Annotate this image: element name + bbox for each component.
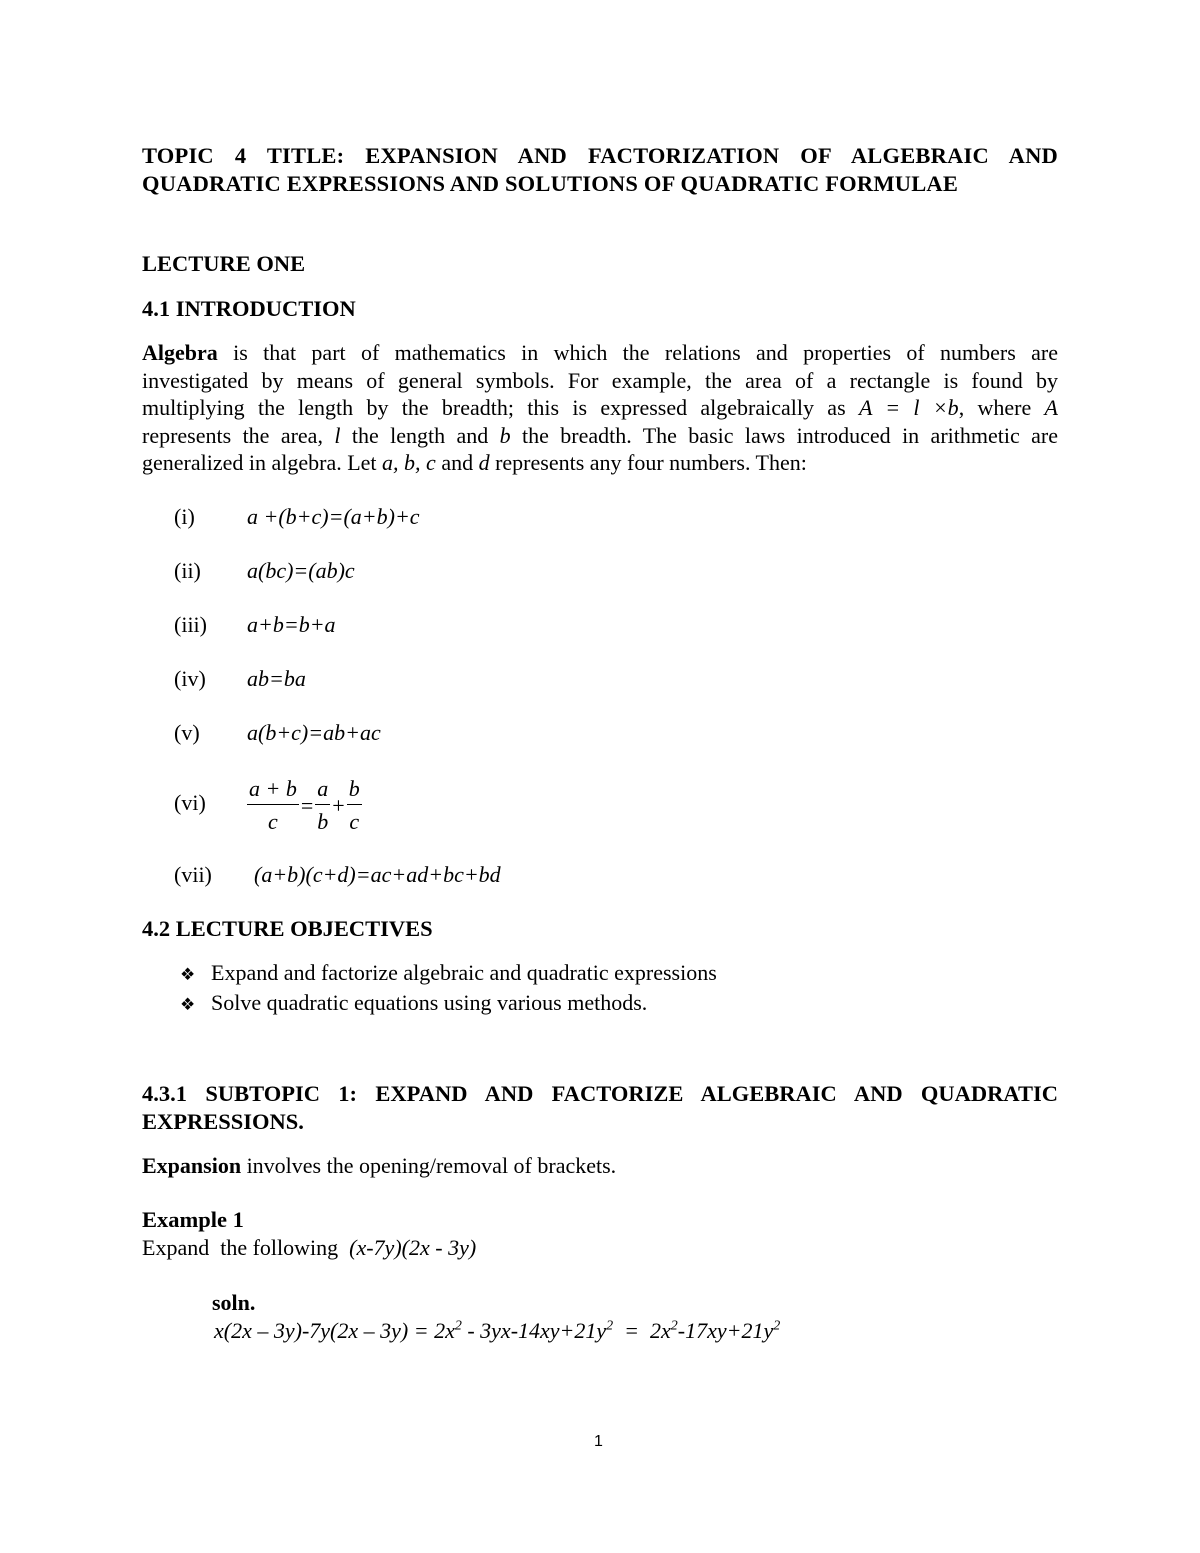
example-heading: Example 1 (142, 1207, 244, 1232)
exponent: 2 (670, 1318, 678, 1334)
expansion-text: involves the opening/removal of brackets. (241, 1153, 617, 1178)
equals-sign: = (300, 792, 314, 818)
subtopic-line-2: EXPRESSIONS. (142, 1109, 304, 1134)
law-expression: a+b=b+a (247, 612, 336, 637)
length-var: l (334, 422, 341, 448)
fraction-law (247, 776, 362, 835)
law-number: (vii) (174, 862, 212, 887)
area-formula: A = l ×b (858, 395, 959, 420)
intro-line-4-end: the breadth. The basic laws introduced in arithmetic are (510, 422, 1058, 448)
algebra-term: Algebra (142, 340, 218, 365)
solution-part: = 2x (613, 1318, 671, 1343)
subtopic-heading (142, 1080, 1058, 1136)
fraction-left (247, 776, 299, 835)
example-prompt (142, 1235, 476, 1261)
intro-line-4-mid: the length and (340, 422, 500, 448)
law-number: (iii) (174, 612, 207, 637)
subtopic-line-1: 4.3.1 SUBTOPIC 1: EXPAND AND FACTORIZE ALGEBRAIC AND QUADRATIC (142, 1081, 1058, 1106)
exponent: 2 (606, 1318, 614, 1334)
lecture-heading: LECTURE ONE (142, 251, 306, 276)
diamond-bullet-icon: ❖ (180, 995, 196, 1014)
solution-part: x(2x – 3y)-7y(2x – 3y) = 2x (214, 1318, 455, 1343)
intro-line-4 (142, 422, 1058, 450)
objective-text: Solve quadratic equations using various methods. (211, 990, 648, 1015)
law-number: (i) (174, 504, 195, 529)
intro-line-3 (142, 394, 1058, 422)
expansion-definition (142, 1153, 616, 1179)
law-expression: a(b+c)=ab+ac (247, 720, 381, 745)
intro-line-5-end: represents any four numbers. Then: (489, 450, 807, 475)
expansion-term: Expansion (142, 1153, 242, 1178)
intro-line-5-and: and (435, 450, 479, 475)
solution-part: -17xy+21y (677, 1318, 774, 1343)
example-prompt-text: Expand the following (142, 1235, 350, 1260)
law-expression: (a+b)(c+d)=ac+ad+bc+bd (254, 862, 501, 887)
vars-abc: a, b, c (382, 450, 436, 475)
area-var: A (1044, 395, 1058, 420)
intro-line-5-text: generalized in algebra. Let (142, 450, 383, 475)
var-d: d (478, 450, 490, 475)
list-item (180, 960, 717, 986)
title-line-2: QUADRATIC EXPRESSIONS AND SOLUTIONS OF QUADRATIC FORMULAE (142, 171, 959, 196)
intro-line-1-text: is that part of mathematics in which the relations and properties of numbers are (217, 340, 1058, 365)
list-item (180, 990, 647, 1016)
fraction-middle-denominator: b (317, 809, 329, 834)
objectives-heading: 4.2 LECTURE OBJECTIVES (142, 916, 433, 941)
law-number: (vi) (174, 790, 206, 815)
law-expression: a(bc)=(ab)c (247, 558, 355, 583)
law-expression: ab=ba (247, 666, 306, 691)
exponent: 2 (773, 1318, 781, 1334)
solution-label: soln. (212, 1290, 256, 1315)
example-expression: (x-7y)(2x - 3y) (349, 1235, 477, 1260)
intro-heading: 4.1 INTRODUCTION (142, 296, 356, 321)
law-number: (ii) (174, 558, 201, 583)
law-number: (iv) (174, 666, 206, 691)
breadth-var: b (499, 422, 511, 448)
exponent: 2 (454, 1318, 462, 1334)
law-number: (v) (174, 720, 200, 745)
diamond-bullet-icon: ❖ (180, 965, 196, 984)
fraction-right-denominator: c (349, 809, 360, 834)
intro-line-3-text: multiplying the length by the breadth; this is expressed algebraically as (142, 395, 859, 420)
law-expression: a +(b+c)=(a+b)+c (247, 504, 420, 529)
intro-line-5 (142, 449, 1058, 477)
intro-line-2: investigated by means of general symbols. For example, the area of a rectangle is found by (142, 367, 1058, 393)
objective-text: Expand and factorize algebraic and quadratic expressions (211, 960, 717, 985)
fraction-middle (315, 776, 330, 835)
title-line-1: TOPIC 4 TITLE: EXPANSION AND FACTORIZATION OF ALGEBRAIC AND (142, 143, 1058, 168)
solution-part: - 3yx-14xy+21y (461, 1318, 607, 1343)
solution-equation (214, 1318, 780, 1344)
intro-line-3-where: , where (958, 395, 1045, 420)
plus-sign: + (332, 792, 345, 818)
fraction-right (347, 776, 362, 835)
intro-paragraph (142, 339, 1058, 477)
fraction-left-denominator: c (268, 809, 278, 834)
intro-line-4-text: represents the area, (142, 422, 335, 448)
page-number: 1 (594, 1433, 603, 1450)
document-title (142, 142, 1058, 198)
fraction-left-numerator: a + b (247, 776, 299, 805)
fraction-right-numerator: b (347, 776, 362, 805)
intro-line-1 (142, 339, 1058, 367)
fraction-middle-numerator: a (315, 776, 330, 805)
